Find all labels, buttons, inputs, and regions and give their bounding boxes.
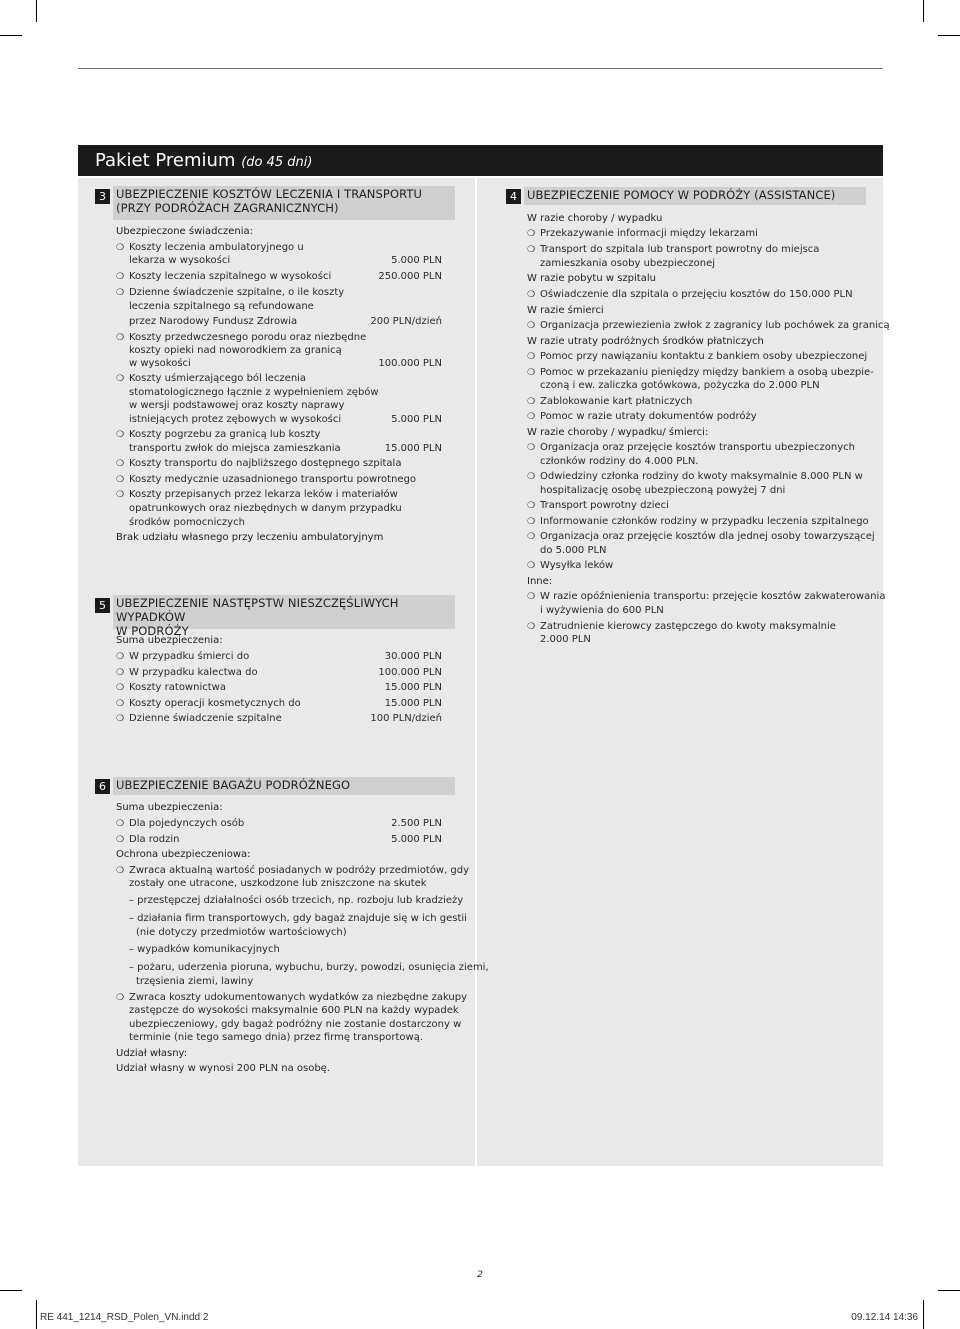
bullet-icon	[116, 681, 124, 695]
bullet-icon	[527, 227, 535, 241]
crop-mark	[36, 0, 37, 22]
bullet-icon	[116, 864, 124, 878]
crop-mark	[923, 1300, 924, 1329]
crop-mark	[0, 1290, 22, 1291]
list-item: W razie opóźnienienia transportu: przejęcie kosztów zakwaterowania	[540, 591, 886, 602]
list-item: czoną i ew. zaliczka gotówkowa, pożyczka do 2.000 PLN	[540, 380, 820, 391]
section-label: W razie choroby / wypadku	[527, 213, 663, 224]
sub-item: (nie dotyczy przedmiotów wartościowych)	[136, 927, 347, 938]
page-title: Pakiet Premium (do 45 dni)	[95, 150, 313, 171]
list-item: Transport do szpitala lub transport powrotny do miejsca	[540, 244, 820, 255]
bullet-icon	[116, 833, 124, 847]
section-title: UBEZPIECZENIE KOSZTÓW LECZENIA I TRANSPORTU (PRZY PODRÓŻACH ZAGRANICZNYCH)	[113, 186, 455, 220]
list-item: transportu zwłok do miejsca zamieszkania	[129, 443, 341, 454]
bullet-icon	[116, 697, 124, 711]
list-item: Koszty ratownictwa	[129, 682, 226, 693]
header-bar	[78, 145, 883, 176]
crop-mark	[36, 1300, 37, 1329]
section-title: UBEZPIECZENIE BAGAŻU PODRÓŻNEGO	[113, 777, 455, 795]
section-number: 6	[95, 779, 110, 794]
amount: 2.500 PLN	[391, 818, 442, 829]
section-label: Ubezpieczone świadczenia:	[116, 226, 254, 237]
list-item: Dzienne świadczenie szpitalne	[129, 713, 282, 724]
sub-item: – wypadków komunikacyjnych	[129, 944, 280, 955]
list-item: W przypadku śmierci do	[129, 651, 250, 662]
list-item: Dla rodzin	[129, 834, 180, 845]
list-item: Przekazywanie informacji między lekarzami	[540, 228, 758, 239]
amount: 5.000 PLN	[391, 834, 442, 845]
bullet-icon	[116, 473, 124, 487]
amount: 30.000 PLN	[384, 651, 442, 662]
section-label: Suma ubezpieczenia:	[116, 635, 223, 646]
list-item: Koszty medycznie uzasadnionego transportu powrotnego	[129, 474, 417, 485]
bullet-icon	[527, 366, 535, 380]
bullet-icon	[527, 410, 535, 424]
amount: 5.000 PLN	[391, 414, 442, 425]
list-item: Informowanie członków rodziny w przypadku leczenia szpitalnego	[540, 516, 869, 527]
crop-mark	[938, 1290, 960, 1291]
list-item: w wersji podstawowej oraz koszty naprawy	[129, 400, 345, 411]
bullet-icon	[527, 243, 535, 257]
list-item: ubezpieczeniowy, gdy bagaż podróżny nie zostanie dostarczony w	[129, 1019, 462, 1030]
list-item: W przypadku kalectwa do	[129, 667, 258, 678]
list-item: w wysokości	[129, 358, 191, 369]
bullet-icon	[116, 817, 124, 831]
sub-item: – przestępczej działalności osób trzecich, np. rozboju lub kradzieży	[129, 895, 464, 906]
bullet-icon	[527, 590, 535, 604]
list-item: Odwiedziny członka rodziny do kwoty maksymalnie 8.000 PLN w	[540, 471, 863, 482]
list-item: Pomoc w razie utraty dokumentów podróży	[540, 411, 757, 422]
list-item: Zablokowanie kart płatniczych	[540, 396, 693, 407]
bullet-icon	[527, 499, 535, 513]
list-item: istniejących protez zębowych w wysokości	[129, 414, 342, 425]
list-item: środków pomocniczych	[129, 517, 245, 528]
bullet-icon	[527, 350, 535, 364]
bullet-icon	[116, 488, 124, 502]
bullet-icon	[527, 441, 535, 455]
sub-item: – działania firm transportowych, gdy bagaż znajduje się w ich gestii	[129, 913, 467, 924]
list-item: Organizacja oraz przejęcie kosztów dla jednej osoby towarzyszącej	[540, 531, 875, 542]
amount: 100 PLN/dzień	[370, 713, 442, 724]
amount: 100.000 PLN	[378, 358, 442, 369]
bullet-icon	[527, 559, 535, 573]
note: Udział własny w wynosi 200 PLN na osobę.	[116, 1063, 331, 1074]
bullet-icon	[527, 319, 535, 333]
list-item: Transport powrotny dzieci	[540, 500, 669, 511]
list-item: Koszty przedwczesnego porodu oraz niezbędne	[129, 332, 367, 343]
section-number: 4	[506, 189, 521, 204]
list-item: Organizacja przewiezienia zwłok z zagranicy lub pochówek za granicą	[540, 320, 890, 331]
list-item: Koszty pogrzebu za granicą lub koszty	[129, 429, 321, 440]
section-number: 5	[95, 598, 110, 613]
list-item: Koszty przepisanych przez lekarza leków i materiałów	[129, 489, 398, 500]
section-label: W razie śmierci	[527, 305, 604, 316]
bullet-icon	[116, 991, 124, 1005]
bullet-icon	[527, 470, 535, 484]
list-item: Zwraca aktualną wartość posiadanych w podróży przedmiotów, gdy	[129, 865, 470, 876]
list-item: Zatrudnienie kierowcy zastępczego do kwoty maksymalnie	[540, 621, 836, 632]
bullet-icon	[116, 241, 124, 255]
list-item: Koszty leczenia ambulatoryjnego u	[129, 242, 304, 253]
list-item: zostały one utracone, uszkodzone lub zniszczone na skutek	[129, 878, 427, 889]
amount: 15.000 PLN	[384, 682, 442, 693]
list-item: Koszty uśmierzającego ból leczenia	[129, 373, 307, 384]
bullet-icon	[116, 650, 124, 664]
list-item: opatrunkowych oraz niezbędnych w danym przypadku	[129, 503, 402, 514]
section-label: Ochrona ubezpieczeniowa:	[116, 849, 251, 860]
section-number: 3	[95, 189, 110, 204]
bullet-icon	[527, 395, 535, 409]
list-item: Koszty transportu do najbliższego dostępnego szpitala	[129, 458, 402, 469]
section-label: W razie utraty podróżnych środków płatniczych	[527, 336, 764, 347]
section-label: Inne:	[527, 576, 553, 587]
section-label: W razie choroby / wypadku/ śmierci:	[527, 427, 709, 438]
list-item: Wysyłka leków	[540, 560, 614, 571]
list-item: terminie (nie tego samego dnia) przez firmę transportową.	[129, 1032, 423, 1043]
section-title: UBEZPIECZENIE POMOCY W PODRÓŻY (ASSISTANCE)	[524, 187, 866, 205]
list-item: koszty opieki nad noworodkiem za granicą	[129, 345, 342, 356]
bullet-icon	[116, 666, 124, 680]
bullet-icon	[116, 712, 124, 726]
list-item: do 5.000 PLN	[540, 545, 607, 556]
list-item: hospitalizację osobę ubezpieczoną powyżej 7 dni	[540, 485, 786, 496]
bullet-icon	[527, 530, 535, 544]
list-item: leczenia szpitalnego są refundowane	[129, 301, 314, 312]
list-item: Zwraca koszty udokumentowanych wydatków za niezbędne zakupy	[129, 992, 468, 1003]
crop-mark	[923, 0, 924, 22]
sub-item: – pożaru, uderzenia pioruna, wybuchu, burzy, powodzi, osunięcia ziemi,	[129, 962, 489, 973]
bullet-icon	[116, 331, 124, 345]
section-label: Udział własny:	[116, 1048, 188, 1059]
section-title: UBEZPIECZENIE NASTĘPSTW NIESZCZĘŚLIWYCH WYPADKÓW W PODRÓŻY	[113, 595, 455, 629]
note: Brak udziału własnego przy leczeniu ambulatoryjnym	[116, 532, 384, 543]
bullet-icon	[527, 620, 535, 634]
file-slug: RE 441_1214_RSD_Polen_VN.indd 2	[40, 1312, 209, 1323]
date-slug: 09.12.14 14:36	[851, 1312, 918, 1323]
amount: 250.000 PLN	[378, 271, 442, 282]
bullet-icon	[116, 457, 124, 471]
crop-mark	[938, 35, 960, 36]
page-number: 2	[477, 1270, 483, 1280]
list-item: stomatologicznego łącznie z wypełnieniem zębów	[129, 387, 379, 398]
bullet-icon	[116, 270, 124, 284]
sub-item: trzęsienia ziemi, lawiny	[136, 976, 254, 987]
list-item: Koszty operacji kosmetycznych do	[129, 698, 301, 709]
list-item: Pomoc w przekazaniu pieniędzy między bankiem a osobą ubezpie-	[540, 367, 874, 378]
section-label: Suma ubezpieczenia:	[116, 802, 223, 813]
list-item: Dzienne świadczenie szpitalne, o ile koszty	[129, 287, 345, 298]
bullet-icon	[116, 372, 124, 386]
page-subtitle: (do 45 dni)	[241, 155, 313, 170]
list-item: lekarza w wysokości	[129, 255, 231, 266]
list-item: zamieszkania osoby ubezpieczonej	[540, 258, 716, 269]
list-item: zastępcze do wysokości maksymalnie 600 PLN na każdy wypadek	[129, 1005, 459, 1016]
list-item: Oświadczenie dla szpitala o przejęciu kosztów do 150.000 PLN	[540, 289, 853, 300]
top-rule	[78, 68, 883, 69]
list-item: Dla pojedynczych osób	[129, 818, 245, 829]
bullet-icon	[116, 428, 124, 442]
amount: 15.000 PLN	[384, 698, 442, 709]
section-label: W razie pobytu w szpitalu	[527, 273, 656, 284]
list-item: Organizacja oraz przejęcie kosztów transportu ubezpieczonych	[540, 442, 855, 453]
list-item: przez Narodowy Fundusz Zdrowia	[129, 316, 298, 327]
bullet-icon	[527, 515, 535, 529]
bullet-icon	[527, 288, 535, 302]
amount: 5.000 PLN	[391, 255, 442, 266]
list-item: Koszty leczenia szpitalnego w wysokości	[129, 271, 332, 282]
list-item: 2.000 PLN	[540, 634, 591, 645]
bullet-icon	[116, 286, 124, 300]
list-item: członków rodziny do 4.000 PLN.	[540, 456, 699, 467]
list-item: i wyżywienia do 600 PLN	[540, 605, 664, 616]
amount: 200 PLN/dzień	[370, 316, 442, 327]
list-item: Pomoc przy nawiązaniu kontaktu z bankiem osoby ubezpieczonej	[540, 351, 868, 362]
amount: 100.000 PLN	[378, 667, 442, 678]
crop-mark	[0, 35, 22, 36]
amount: 15.000 PLN	[384, 443, 442, 454]
